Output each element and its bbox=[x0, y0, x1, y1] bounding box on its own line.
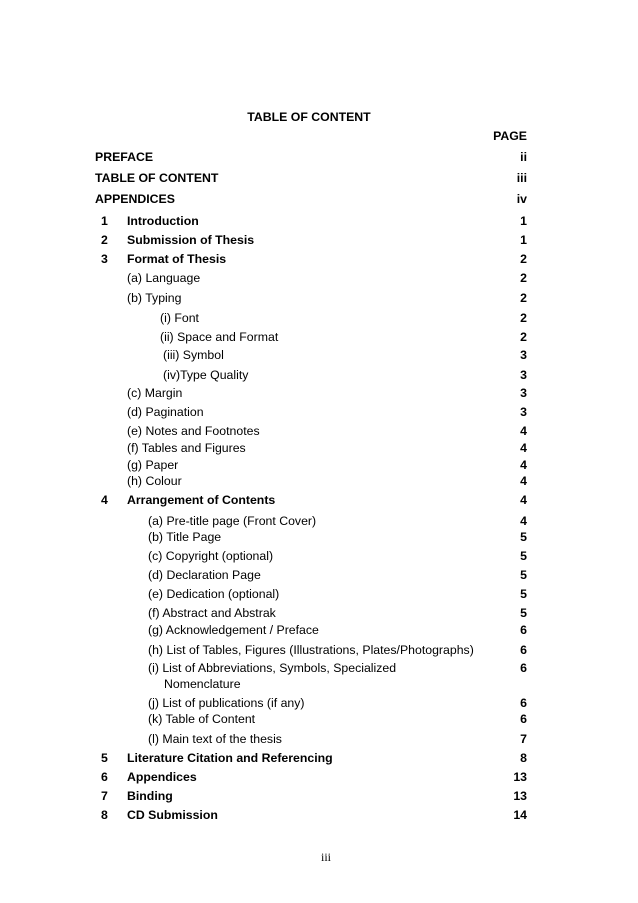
toc-entry-page: 6 bbox=[520, 661, 527, 675]
toc-entry-text: (l) Main text of the thesis bbox=[148, 732, 282, 746]
toc-entry-text: (i) Font bbox=[160, 311, 199, 325]
toc-entry-text: (g) Acknowledgement / Preface bbox=[148, 623, 319, 637]
toc-entry-text: (c) Margin bbox=[127, 386, 183, 400]
toc-entry-page: 4 bbox=[520, 493, 527, 507]
toc-entry-text: Literature Citation and Referencing bbox=[127, 751, 333, 765]
toc-entry-page: 2 bbox=[520, 311, 527, 325]
toc-entry-page: 5 bbox=[520, 606, 527, 620]
toc-entry-page: iv bbox=[516, 192, 527, 206]
toc-entry-page: 6 bbox=[520, 623, 527, 637]
toc-entry-text: (i) List of Abbreviations, Symbols, Specialized bbox=[148, 661, 397, 675]
toc-entry-text: Introduction bbox=[127, 214, 199, 228]
toc-entry-page: 5 bbox=[520, 587, 527, 601]
toc-entry-text: TABLE OF CONTENT bbox=[95, 171, 219, 185]
toc-entry-number: 1 bbox=[101, 214, 108, 228]
toc-entry-page: 4 bbox=[520, 474, 527, 488]
page-column-header: PAGE bbox=[493, 129, 527, 143]
toc-entry-text: CD Submission bbox=[127, 808, 218, 822]
toc-entry-number: 2 bbox=[101, 233, 108, 247]
toc-entry-text: (f) Tables and Figures bbox=[127, 441, 246, 455]
toc-entry-page: 1 bbox=[520, 233, 527, 247]
toc-entry-text: Nomenclature bbox=[164, 677, 241, 691]
toc-entry-page: iii bbox=[516, 171, 527, 185]
toc-entry-page: 3 bbox=[520, 405, 527, 419]
toc-entry-page: 8 bbox=[520, 751, 527, 765]
toc-entry-page: 2 bbox=[520, 291, 527, 305]
toc-entry-number: 7 bbox=[101, 789, 108, 803]
toc-entry-text: (b) Title Page bbox=[148, 530, 222, 544]
toc-entry-page: 14 bbox=[513, 808, 527, 822]
toc-entry-number: 6 bbox=[101, 770, 108, 784]
toc-entry-text: (e) Notes and Footnotes bbox=[127, 424, 260, 438]
toc-entry-page: 4 bbox=[520, 424, 527, 438]
toc-entry-text: (h) List of Tables, Figures (Illustrations, Plates/Photographs) bbox=[148, 643, 474, 657]
toc-entry-text: (iv)Type Quality bbox=[163, 368, 249, 382]
toc-entry-page: 6 bbox=[520, 696, 527, 710]
toc-entry-text: (f) Abstract and Abstrak bbox=[148, 606, 276, 620]
toc-entry-text: (d) Pagination bbox=[127, 405, 204, 419]
toc-entry-page: 1 bbox=[520, 214, 527, 228]
toc-entry-page: 6 bbox=[520, 643, 527, 657]
toc-entry-text: (a) Pre-title page (Front Cover) bbox=[148, 514, 317, 528]
toc-entry-number: 3 bbox=[101, 252, 108, 266]
toc-entry-text: (iii) Symbol bbox=[163, 348, 224, 362]
toc-entry-page: 3 bbox=[520, 368, 527, 382]
toc-entry-text: Arrangement of Contents bbox=[127, 493, 276, 507]
toc-entry-text: Submission of Thesis bbox=[127, 233, 255, 247]
toc-title: TABLE OF CONTENT bbox=[247, 110, 371, 124]
toc-entry-page: 5 bbox=[520, 530, 527, 544]
toc-entry-page: 2 bbox=[520, 330, 527, 344]
toc-entry-text: (c) Copyright (optional) bbox=[148, 549, 274, 563]
toc-entry-page: 7 bbox=[520, 732, 527, 746]
toc-entry-page: 13 bbox=[513, 789, 527, 803]
toc-entry-text: APPENDICES bbox=[95, 192, 175, 206]
toc-entry-page: ii bbox=[520, 150, 527, 164]
toc-entry-page: 4 bbox=[520, 458, 527, 472]
toc-entry-text: (b) Typing bbox=[127, 291, 182, 305]
toc-entry-number: 4 bbox=[101, 493, 108, 507]
toc-entry-text: Format of Thesis bbox=[127, 252, 227, 266]
toc-entry-text: (g) Paper bbox=[127, 458, 179, 472]
toc-entry-text: (h) Colour bbox=[127, 474, 182, 488]
footer-page-number: iii bbox=[320, 850, 331, 864]
toc-entry-page: 6 bbox=[520, 712, 527, 726]
toc-entry-text: Appendices bbox=[127, 770, 197, 784]
toc-entry-number: 5 bbox=[101, 751, 108, 765]
toc-entry-text: Binding bbox=[127, 789, 173, 803]
toc-entry-text: (e) Dedication (optional) bbox=[148, 587, 280, 601]
toc-entry-number: 8 bbox=[101, 808, 108, 822]
toc-entry-text: (ii) Space and Format bbox=[160, 330, 279, 344]
toc-entry-page: 13 bbox=[513, 770, 527, 784]
toc-entry-page: 5 bbox=[520, 568, 527, 582]
toc-entry-page: 5 bbox=[520, 549, 527, 563]
toc-entry-text: (j) List of publications (if any) bbox=[148, 696, 305, 710]
toc-entry-page: 3 bbox=[520, 348, 527, 362]
toc-entry-page: 2 bbox=[520, 271, 527, 285]
toc-entry-page: 3 bbox=[520, 386, 527, 400]
toc-entry-page: 2 bbox=[520, 252, 527, 266]
toc-entry-page: 4 bbox=[520, 441, 527, 455]
toc-entry-text: (k) Table of Content bbox=[148, 712, 256, 726]
toc-entry-text: (d) Declaration Page bbox=[148, 568, 261, 582]
toc-entry-page: 4 bbox=[520, 514, 527, 528]
toc-entry-text: PREFACE bbox=[95, 150, 154, 164]
toc-entry-text: (a) Language bbox=[127, 271, 201, 285]
